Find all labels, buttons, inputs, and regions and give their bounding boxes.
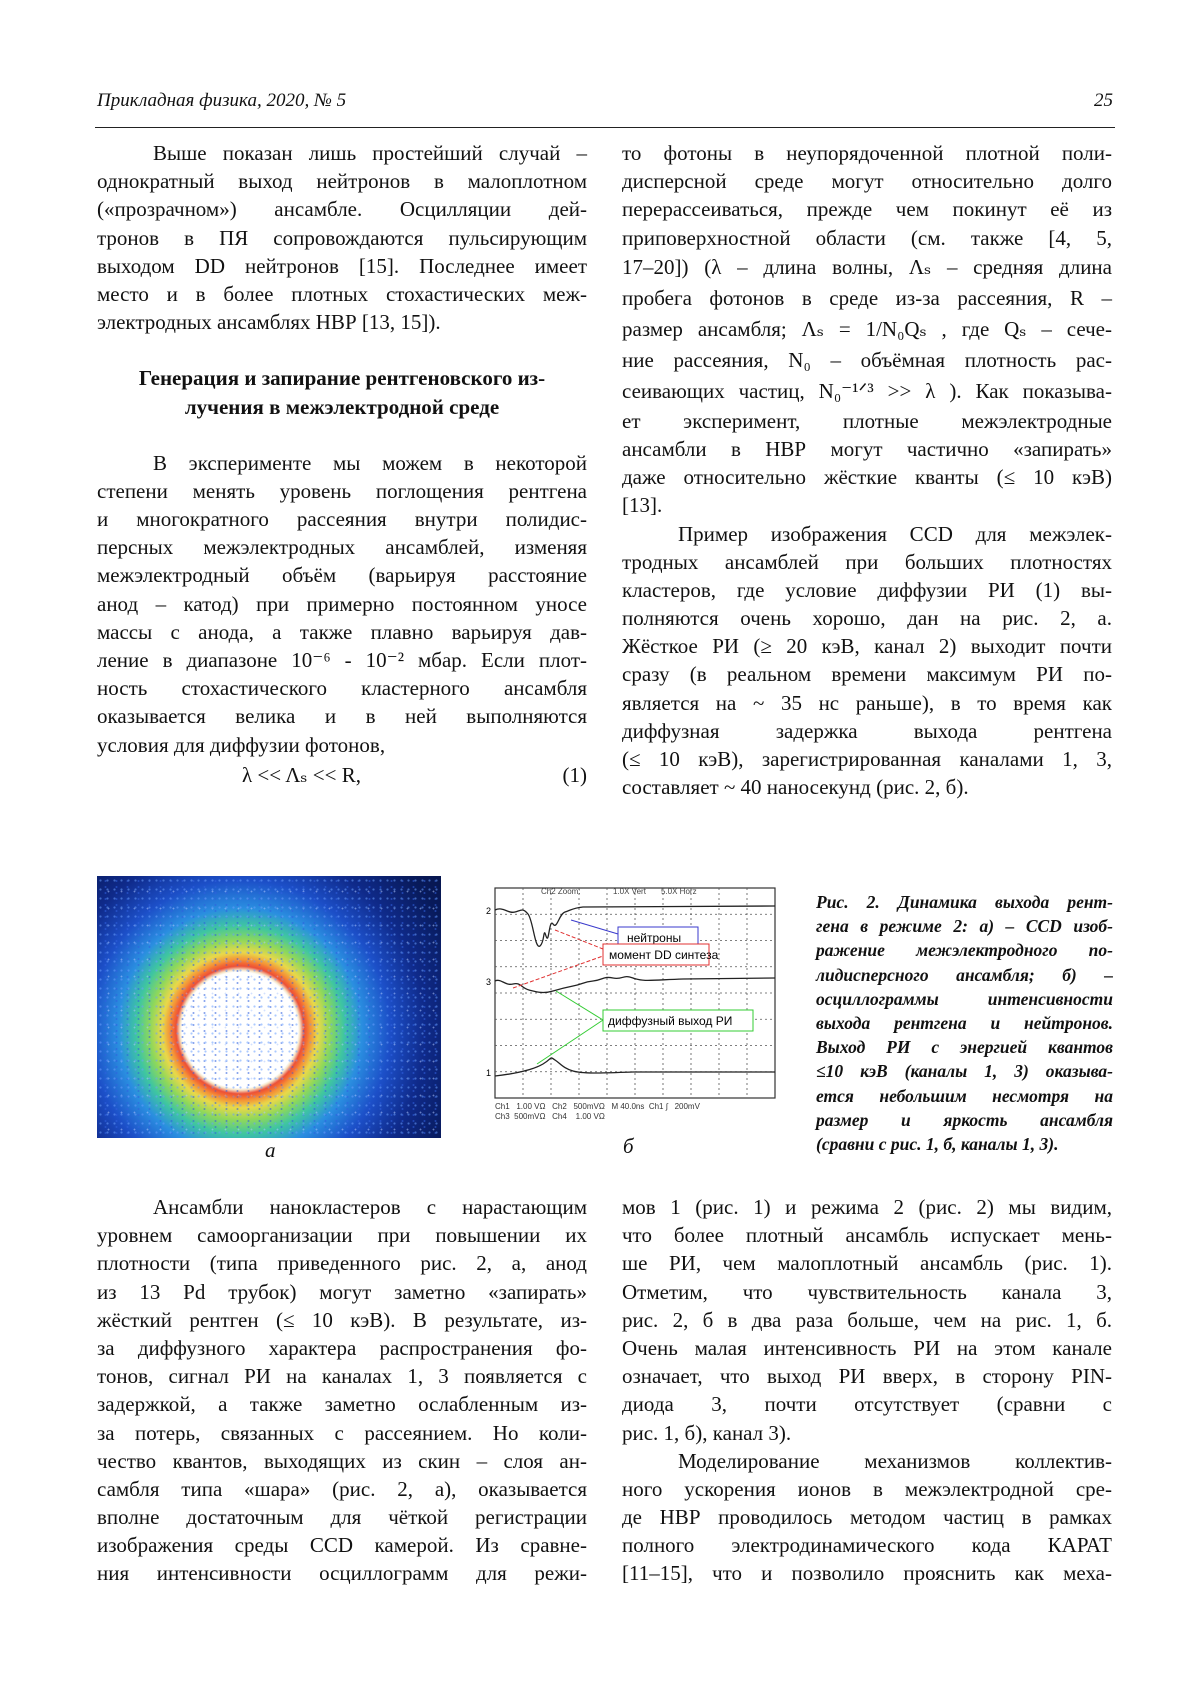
paragraph xyxy=(97,1193,587,1588)
dd-label: момент DD синтеза xyxy=(609,948,719,962)
oscillogram xyxy=(483,878,791,1129)
text-line: полняются очень хорошо, дан на рис. 2, а. xyxy=(622,604,1112,632)
text-line: осциллограммы интенсивности xyxy=(816,987,1113,1011)
ccd-image xyxy=(97,876,441,1138)
text-line: Жёсткое РИ (≥ 20 кэВ, канал 2) выходит почти xyxy=(622,632,1112,660)
text-line: кластеров, где условие диффузии РИ (1) вы- xyxy=(622,576,1112,604)
text-line: лидисперсного ансамбля; б) – xyxy=(816,963,1113,987)
text-line: ется небольшим несмотря на xyxy=(816,1084,1113,1108)
text-line: ет эксперимент, плотные межэлектродные xyxy=(622,407,1112,435)
text-line: [13]. xyxy=(622,491,1112,519)
text-line: что более плотный ансамбль испускает мень- xyxy=(622,1221,1112,1249)
text-line: тонов, сигнал РИ на каналах 1, 3 появляется с xyxy=(97,1362,587,1390)
diffuse-label: диффузный выход РИ xyxy=(608,1014,732,1028)
text-line: степени менять уровень поглощения рентгена xyxy=(97,477,587,505)
text-line: условия для диффузии фотонов, xyxy=(97,731,587,759)
osc-footer-row1: Ch1 1.00 VΩ Ch2 500mVΩ M 40.0ns Ch1 ∫ 200mV xyxy=(495,1102,701,1111)
text-line: В эксперименте мы можем в некоторой xyxy=(97,449,587,477)
top-right-column xyxy=(622,139,1112,801)
text-line: из 13 Pd трубок) могут заметно «запирать» xyxy=(97,1278,587,1306)
text-line: персных межэлектродных ансамблей, изменяя xyxy=(97,533,587,561)
text-line: ление в диапазоне 10⁻⁶ - 10⁻² мбар. Если плот- xyxy=(97,646,587,674)
text-line: место и в более плотных стохастических меж- xyxy=(97,280,587,308)
text-line: дисперсной среде могут относительно долго xyxy=(622,167,1112,195)
text-line: диффузная задержка выхода рентгена xyxy=(622,717,1112,745)
text-line: вполне достаточным для чёткой регистрации xyxy=(97,1503,587,1531)
text-line: (сравни с рис. 1, б, каналы 1, 3). xyxy=(816,1132,1113,1156)
channel-marker-1: 1 xyxy=(486,1068,491,1078)
channel-marker-2: 2 xyxy=(486,906,491,916)
text-line: размер и яркость ансамбля xyxy=(816,1108,1113,1132)
figure-label-b: б xyxy=(623,1134,634,1159)
figure-caption xyxy=(816,890,1113,1156)
text-line: Моделирование механизмов коллектив- xyxy=(622,1447,1112,1475)
text-line: ≤10 кэВ (каналы 1, 3) оказыва- xyxy=(816,1059,1113,1083)
text-line: жёсткий рентген (≤ 10 кэВ). В результате, из- xyxy=(97,1306,587,1334)
equation-1 xyxy=(97,759,587,791)
text-line: плотности (типа приведенного рис. 2, а, анод xyxy=(97,1249,587,1277)
text-line: рис. 2, б в два раза больше, чем на рис. 1, б. xyxy=(622,1306,1112,1334)
text-line: ность стохастического кластерного ансамбля xyxy=(97,674,587,702)
text-line: ансамбли в НВР могут частично «запирать» xyxy=(622,435,1112,463)
journal-title: Прикладная физика, 2020, № 5 xyxy=(97,90,346,112)
text-line: даже относительно жёсткие кванты (≤ 10 кэВ) xyxy=(622,463,1112,491)
text-line: 17–20]) (λ – длина волны, Λₛ – средняя длина xyxy=(622,252,1112,283)
text-line: тродных ансамблей при больших плотностях xyxy=(622,548,1112,576)
top-left-column xyxy=(97,139,587,791)
text-line: составляет ~ 40 наносекунд (рис. 2, б). xyxy=(622,773,1112,801)
text-line: межэлектродный объём (варьируя расстояние xyxy=(97,561,587,589)
header-rule xyxy=(95,127,1115,128)
text-line: анод – катод) при примерно постоянном уносе xyxy=(97,590,587,618)
text-line: является на ~ 35 нс раньше), в то время как xyxy=(622,689,1112,717)
paragraph xyxy=(97,449,587,759)
text-line: (≤ 10 кэВ), зарегистрированная каналами 1, 3, xyxy=(622,745,1112,773)
text-line: сеивающих частиц, N₀⁻¹ᐟ³ >> λ ). Как показыва- xyxy=(622,376,1112,407)
text-line: то фотоны в неупорядоченной плотной поли- xyxy=(622,139,1112,167)
text-line: выходом DD нейтронов [15]. Последнее имеет xyxy=(97,252,587,280)
text-line: Пример изображения CCD для межэлек- xyxy=(622,520,1112,548)
osc-horz-label: 5.0X Horz xyxy=(661,887,697,896)
text-line: за потерь, связанных с рассеянием. Но коли- xyxy=(97,1419,587,1447)
text-line: однократный выход нейтронов в малоплотном xyxy=(97,167,587,195)
text-line: Рис. 2. Динамика выхода рент- xyxy=(816,890,1113,914)
osc-vert-label: 1.0X Vert xyxy=(613,887,647,896)
paragraph xyxy=(622,139,1112,520)
paragraph xyxy=(97,139,587,336)
text-line: ния интенсивности осциллограмм для режи- xyxy=(97,1559,587,1587)
text-line: за диффузного характера распространения фо- xyxy=(97,1334,587,1362)
text-line: и многократного рассеяния внутри полидис- xyxy=(97,505,587,533)
text-line: мов 1 (рис. 1) и режима 2 (рис. 2) мы видим, xyxy=(622,1193,1112,1221)
text-line: пробега фотонов в среде из-за рассеяния, R – xyxy=(622,283,1112,314)
equation-formula: λ << Λₛ << R, xyxy=(242,759,361,791)
text-line: Отметим, что чувствительность канала 3, xyxy=(622,1278,1112,1306)
text-line: сразу (в реальном времени максимум РИ по- xyxy=(622,660,1112,688)
text-line: лучения в межэлектродной среде xyxy=(97,393,587,421)
text-line: [11–15], что и позволило прояснить как меха- xyxy=(622,1559,1112,1587)
text-line: ражение межэлектродного по- xyxy=(816,938,1113,962)
text-line: Очень малая интенсивность РИ на этом канале xyxy=(622,1334,1112,1362)
channel-marker-3: 3 xyxy=(486,977,491,987)
text-line: гена в режиме 2: а) – CCD изоб- xyxy=(816,914,1113,938)
text-line: чество квантов, выходящих из скин – слоя ан- xyxy=(97,1447,587,1475)
text-line: Генерация и запирание рентгеновского из- xyxy=(97,364,587,392)
text-line: массы с анода, а также плавно варьируя дав- xyxy=(97,618,587,646)
text-line: тронов в ПЯ сопровождаются пульсирующим xyxy=(97,224,587,252)
text-line: ного ускорения ионов в межэлектродной сре- xyxy=(622,1475,1112,1503)
section-heading xyxy=(97,364,587,420)
text-line: Ансамбли нанокластеров с нарастающим xyxy=(97,1193,587,1221)
text-line: изображения среды CCD камерой. Из сравне- xyxy=(97,1531,587,1559)
bottom-right-column xyxy=(622,1193,1112,1588)
text-line: размер ансамбля; Λₛ = 1/N₀Qₛ , где Qₛ – сече- xyxy=(622,314,1112,345)
text-line: электродных ансамблях НВР [13, 15]). xyxy=(97,308,587,336)
text-line: де НВР проводилось методом частиц в рамках xyxy=(622,1503,1112,1531)
text-line: ние рассеяния, N₀ – объёмная плотность рас- xyxy=(622,345,1112,376)
text-line: выхода рентгена и нейтронов. xyxy=(816,1011,1113,1035)
text-line: («прозрачном») ансамбле. Осцилляции дей- xyxy=(97,195,587,223)
text-line: уровнем самоорганизации при повышении их xyxy=(97,1221,587,1249)
neutrons-label: нейтроны xyxy=(627,931,681,945)
text-line: ше РИ, чем малоплотный ансамбль (рис. 1). xyxy=(622,1249,1112,1277)
text-line: диода 3, почти отсутствует (сравни с xyxy=(622,1390,1112,1418)
page-number: 25 xyxy=(1094,90,1113,112)
figure-label-a: а xyxy=(265,1138,276,1163)
text-line: Выход РИ с энергией квантов xyxy=(816,1035,1113,1059)
text-line: Выше показан лишь простейший случай – xyxy=(97,139,587,167)
text-line: самбля типа «шара» (рис. 2, а), оказывается xyxy=(97,1475,587,1503)
equation-number: (1) xyxy=(563,759,588,791)
text-line: рис. 1, б), канал 3). xyxy=(622,1419,1112,1447)
text-line: задержкой, а также заметно ослабленным из- xyxy=(97,1390,587,1418)
text-line: перерассеиваться, прежде чем покинут её из xyxy=(622,195,1112,223)
osc-zoom-label: Ch2 Zoom: xyxy=(541,887,581,896)
bottom-left-column xyxy=(97,1193,587,1588)
paragraph xyxy=(622,520,1112,802)
paragraph xyxy=(622,1447,1112,1588)
text-line: полного электродинамического кода КАРАТ xyxy=(622,1531,1112,1559)
text-line: означает, что выход РИ вверх, в сторону PIN- xyxy=(622,1362,1112,1390)
osc-footer-row2: Ch3 500mVΩ Ch4 1.00 VΩ xyxy=(495,1112,605,1121)
text-line: оказывается велика и в ней выполняются xyxy=(97,702,587,730)
text-line: приповерхностной области (см. также [4, 5, xyxy=(622,224,1112,252)
paragraph xyxy=(622,1193,1112,1447)
